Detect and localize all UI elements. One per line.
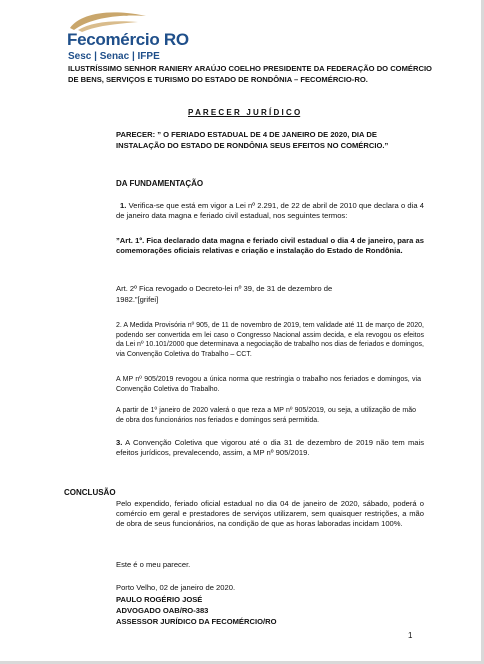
conclusao-heading: CONCLUSÃO [64, 488, 116, 497]
signer-oab: ADVOGADO OAB/RO-383 [116, 606, 209, 615]
addressee-line-2: DE BENS, SERVIÇOS E TURISMO DO ESTADO DE RONDÔNIA – FECOMÉRCIO-RO. [68, 75, 368, 84]
quote-article-1: ”Art. 1º. Fica declarado data magna e feriado civil estadual o dia 4 de janeiro, para as comemorações oficiais relativas e criação e instalação do Estado de Rondônia. [116, 236, 424, 256]
paragraph-1-text: Verifica-se que está em vigor a Lei nº 2.291, de 22 de abril de 2010 que declara o dia 4 de janeiro data magna e feriado civil estadual, nos seguintes termos: [116, 201, 424, 221]
paragraph-4: A partir de 1º janeiro de 2020 valerá o que reza a MP nº 905/2019, ou seja, a utilização de mão de obra dos funcionários nos feriados e domingos será permitida. [116, 407, 416, 424]
paragraph-2: 2. A Medida Provisória nº 905, de 11 de novembro de 2019, tem validade até 11 de março de 2020, podendo ser convertida em lei caso o Congresso Nacional assim decida, e ela revogou os efeitos da Lei nº 10.101/2000 que determinava a negociação de trabalho nos dias de feriados e domingos, via Convenção Coletiva do Trabalho – CCT. [116, 322, 424, 358]
quote-article-2-line-1: Art. 2º Fica revogado o Decreto-lei nº 39, de 31 de dezembro de [116, 284, 333, 293]
subject-line-1: PARECER: ” O FERIADO ESTADUAL DE 4 DE JANEIRO DE 2020, DIA DE [116, 130, 377, 139]
document-title: P A R E C E R J U R Í D I C O [188, 108, 301, 117]
conclusao-paragraph: Pelo expendido, feriado oficial estadual no dia 04 de janeiro de 2020, sábado, poderá o comércio em geral e prestadores de serviços utilizarem, sem quaisquer restrições, a mão de obra de seus funcionários, na condição de que as horas laboradas incidam 100%. [116, 499, 424, 529]
subject-line-2: INSTALAÇÃO DO ESTADO DE RONDÔNIA SEUS EFEITOS NO COMÉRCIO.” [116, 141, 389, 150]
place-date: Porto Velho, 02 de janeiro de 2020. [116, 583, 236, 592]
paragraph-1 [116, 201, 424, 221]
paragraph-5-number: 3. [116, 438, 123, 447]
paragraph-3: A MP nº 905/2019 revogou a única norma que restringia o trabalho nos feriados e domingos, via Convenção Coletiva do Trabalho. [116, 376, 421, 393]
logo-subtitle: Sesc | Senac | IFPE [68, 51, 160, 62]
logo-swoosh-icon [68, 10, 148, 32]
quote-article-2-line-2: 1982.”[grifei] [116, 295, 159, 304]
addressee-line-1: ILUSTRÍSSIMO SENHOR RANIERY ARAÚJO COELHO PRESIDENTE DA FEDERAÇÃO DO COMÉRCIO [68, 64, 432, 73]
closing-text: Este é o meu parecer. [116, 560, 191, 569]
fecomercio-logo [64, 10, 214, 62]
fundamentacao-heading: DA FUNDAMENTAÇÃO [116, 179, 204, 188]
signer-name: PAULO ROGÉRIO JOSÉ [116, 595, 203, 604]
logo-name: Fecomércio RO [67, 30, 189, 49]
signer-role: ASSESSOR JURÍDICO DA FECOMÉRCIO/RO [116, 617, 277, 626]
page-number: 1 [408, 631, 413, 640]
paragraph-5 [116, 438, 424, 458]
paragraph-5-text: A Convenção Coletiva que vigorou até o dia 31 de dezembro de 2019 não tem mais efeitos jurídicos, prevalecendo, assim, a MP nº 905/2019. [116, 438, 424, 458]
paragraph-1-number: 1. [120, 201, 127, 210]
